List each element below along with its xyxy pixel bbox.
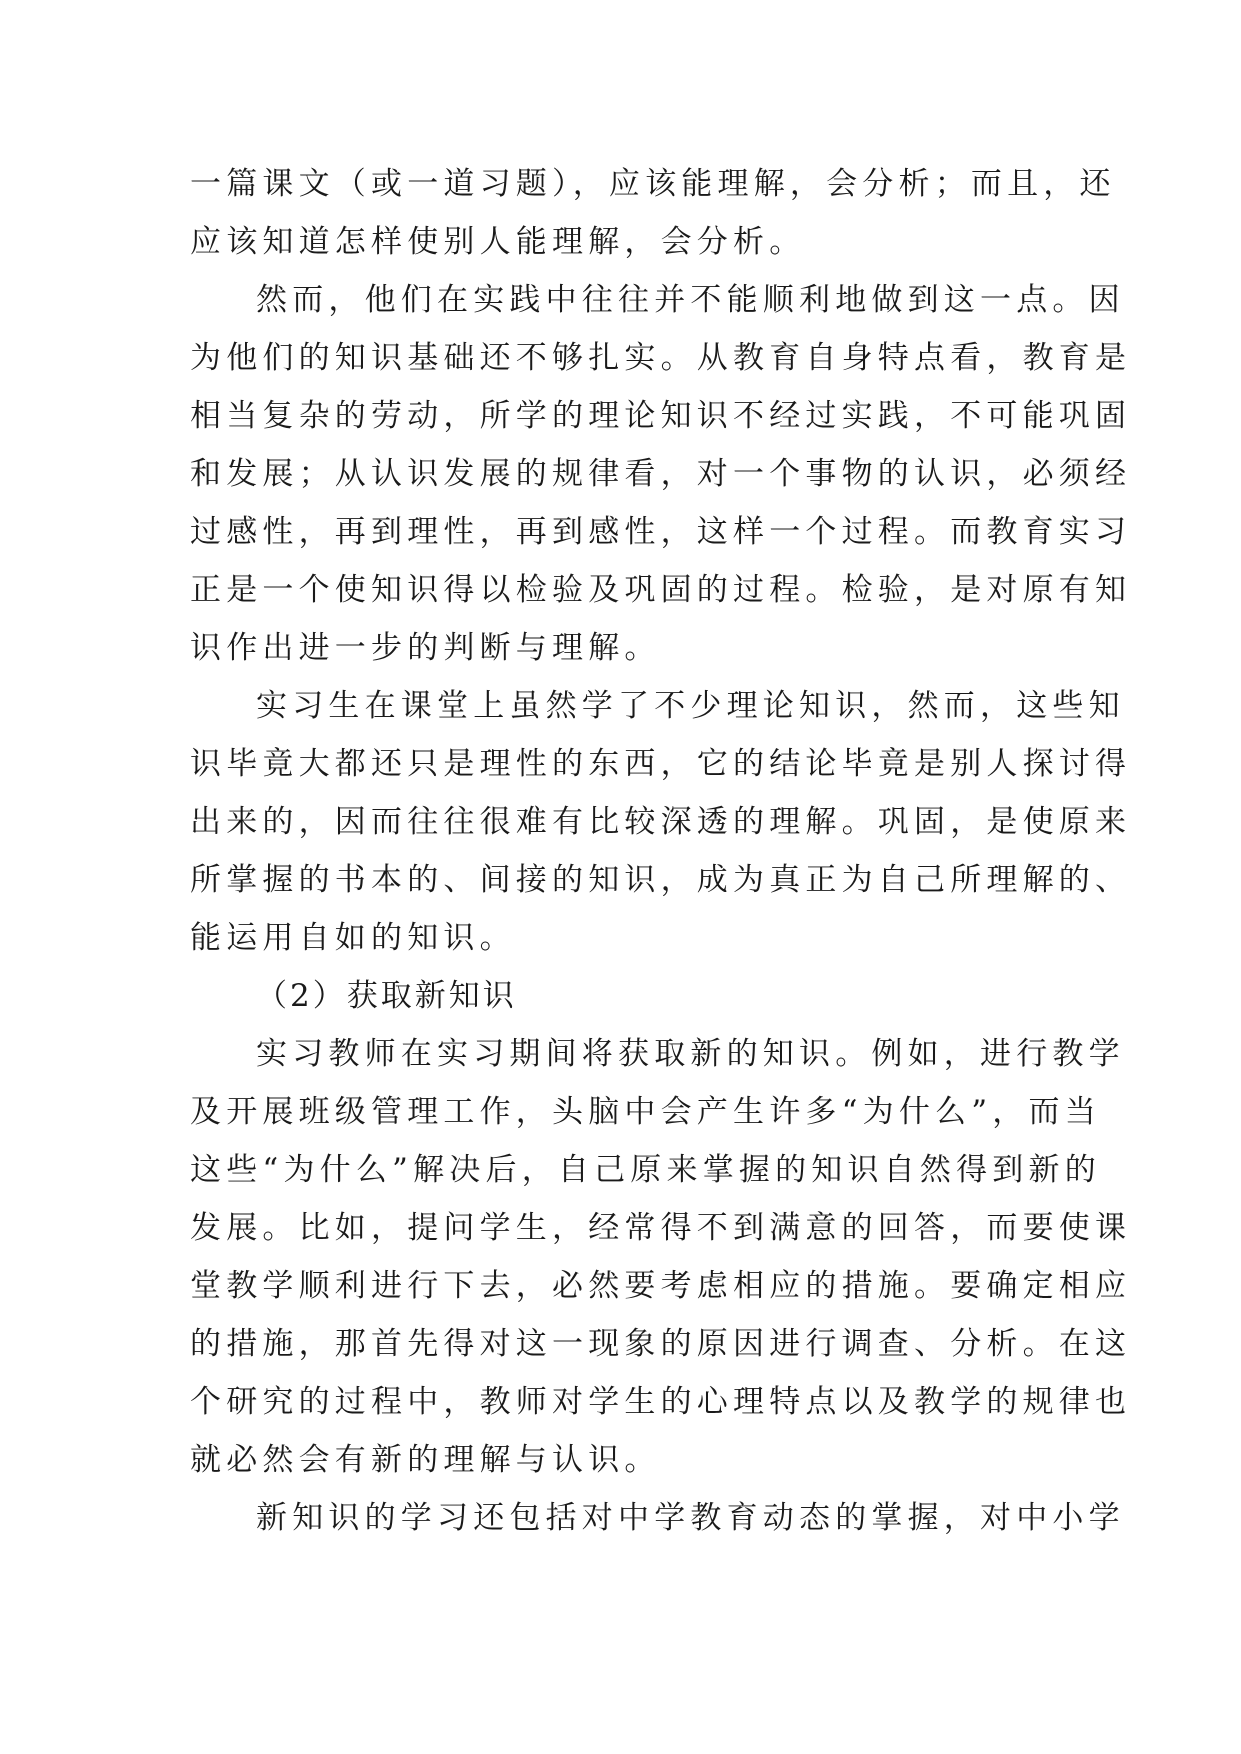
body-text xyxy=(190,155,1132,1547)
text-line: 一篇课文（或一道习题），应该能理解，会分析；而且，还 xyxy=(190,166,1116,202)
text-line: 所掌握的书本的、间接的知识，成为真正为自己所理解的、 xyxy=(190,862,1132,898)
paragraph-start-line: 实习生在课堂上虽然学了不少理论知识，然而，这些知 xyxy=(256,688,1125,724)
text-line: 个研究的过程中，教师对学生的心理特点以及教学的规律也 xyxy=(190,1384,1132,1420)
section-heading: （2）获取新知识 xyxy=(256,978,517,1014)
text-line: 识作出进一步的判断与理解。 xyxy=(190,630,661,666)
text-line: 识毕竟大都还只是理性的东西，它的结论毕竟是别人探讨得 xyxy=(190,746,1132,782)
text-line: 这些“为什么”解决后，自己原来掌握的知识自然得到新的 xyxy=(190,1152,1101,1188)
paragraph-start-line: 新知识的学习还包括对中学教育动态的掌握，对中小学 xyxy=(256,1500,1125,1536)
text-line: 的措施，那首先得对这一现象的原因进行调查、分析。在这 xyxy=(190,1326,1132,1362)
text-line: 发展。比如，提问学生，经常得不到满意的回答，而要使课 xyxy=(190,1210,1132,1246)
paragraph-start-line: 实习教师在实习期间将获取新的知识。例如，进行教学 xyxy=(256,1036,1125,1072)
text-line: 相当复杂的劳动，所学的理论知识不经过实践，不可能巩固 xyxy=(190,398,1132,434)
text-line: 过感性，再到理性，再到感性，这样一个过程。而教育实习 xyxy=(190,514,1132,550)
text-line: 应该知道怎样使别人能理解，会分析。 xyxy=(190,224,806,260)
text-line: 就必然会有新的理解与认识。 xyxy=(190,1442,661,1478)
text-line: 出来的，因而往往很难有比较深透的理解。巩固，是使原来 xyxy=(190,804,1132,840)
paragraph-start-line: 然而，他们在实践中往往并不能顺利地做到这一点。因 xyxy=(256,282,1125,318)
text-line: 堂教学顺利进行下去，必然要考虑相应的措施。要确定相应 xyxy=(190,1268,1132,1304)
text-line: 能运用自如的知识。 xyxy=(190,920,516,956)
text-line: 及开展班级管理工作，头脑中会产生许多“为什么”，而当 xyxy=(190,1094,1101,1130)
text-line: 和发展；从认识发展的规律看，对一个事物的认识，必须经 xyxy=(190,456,1132,492)
text-line: 为他们的知识基础还不够扎实。从教育自身特点看，教育是 xyxy=(190,340,1132,376)
text-line: 正是一个使知识得以检验及巩固的过程。检验，是对原有知 xyxy=(190,572,1132,608)
